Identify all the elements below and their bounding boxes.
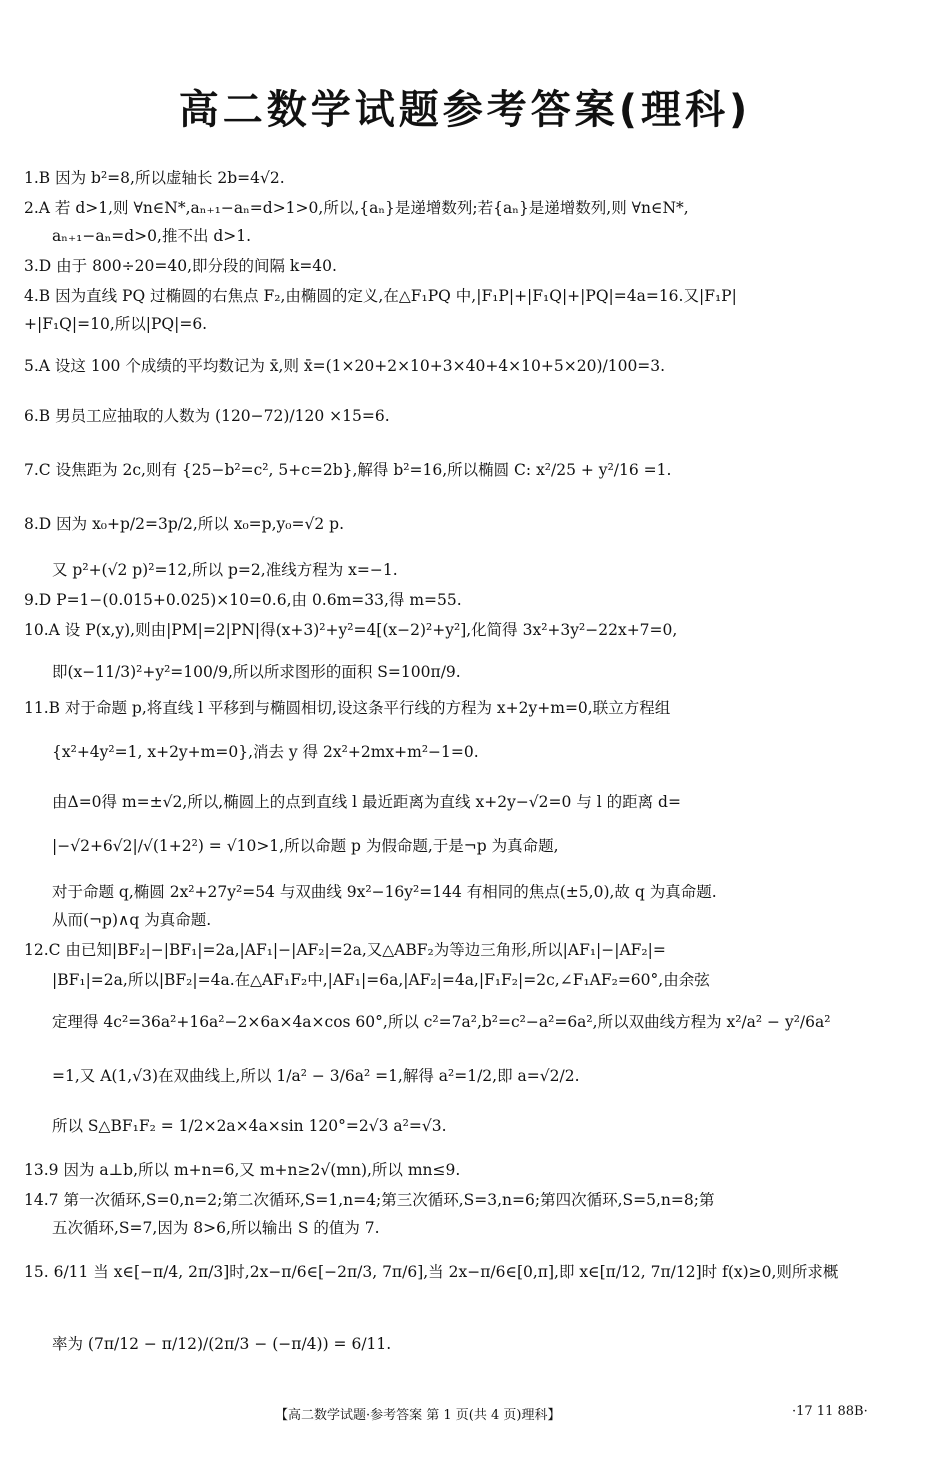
answer-line: 1.B 因为 b²=8,所以虚轴长 2b=4√2. <box>24 169 285 187</box>
answer-line: 5.A 设这 100 个成绩的平均数记为 x̄,则 x̄=(1×20+2×10+3×40+4×10+5×20)/100=3. <box>24 357 666 375</box>
answer-line: 15. 6/11 当 x∈[−π/4, 2π/3]时,2x−π/6∈[−2π/3, 7π/6],当 2x−π/6∈[0,π],即 x∈[π/12, 7π/12]时 f(x)≥0,则所求概 <box>24 1263 839 1281</box>
answer-line: 14.7 第一次循环,S=0,n=2;第二次循环,S=1,n=4;第三次循环,S=3,n=6;第四次循环,S=5,n=8;第 <box>24 1191 715 1209</box>
answer-line: 五次循环,S=7,因为 8>6,所以输出 S 的值为 7. <box>52 1219 380 1237</box>
answer-line: 由Δ=0得 m=±√2,所以,椭圆上的点到直线 l 最近距离为直线 x+2y−√2=0 与 l 的距离 d= <box>52 793 681 811</box>
answer-line: {x²+4y²=1, x+2y+m=0},消去 y 得 2x²+2mx+m²−1=0. <box>52 743 479 761</box>
answer-line: 6.B 男员工应抽取的人数为 (120−72)/120 ×15=6. <box>24 407 390 425</box>
answer-line: 定理得 4c²=36a²+16a²−2×6a×4a×cos 60°,所以 c²=7a²,b²=c²−a²=6a²,所以双曲线方程为 x²/a² − y²/6a² <box>52 1013 831 1031</box>
footer-code: ·17 11 88B· <box>792 1404 868 1419</box>
answer-line: 7.C 设焦距为 2c,则有 {25−b²=c², 5+c=2b},解得 b²=16,所以椭圆 C: x²/25 + y²/16 =1. <box>24 461 672 479</box>
answer-line: |BF₁|=2a,所以|BF₂|=4a.在△AF₁F₂中,|AF₁|=6a,|AF₂|=4a,|F₁F₂|=2c,∠F₁AF₂=60°,由余弦 <box>52 971 710 989</box>
answer-line: aₙ₊₁−aₙ=d>0,推不出 d>1. <box>52 227 252 245</box>
answer-line: 3.D 由于 800÷20=40,即分段的间隔 k=40. <box>24 257 337 275</box>
answer-line: 13.9 因为 a⊥b,所以 m+n=6,又 m+n≥2√(mn),所以 mn≤9. <box>24 1161 461 1179</box>
answer-line: 9.D P=1−(0.015+0.025)×10=0.6,由 0.6m=33,得 m=55. <box>24 591 462 609</box>
page-title: 高二数学试题参考答案(理科) <box>178 87 752 133</box>
answer-line: 8.D 因为 x₀+p/2=3p/2,所以 x₀=p,y₀=√2 p. <box>24 515 344 533</box>
answer-line: 10.A 设 P(x,y),则由|PM|=2|PN|得(x+3)²+y²=4[(x−2)²+y²],化简得 3x²+3y²−22x+7=0, <box>24 621 678 639</box>
answer-line: 所以 S△BF₁F₂ = 1/2×2a×4a×sin 120°=2√3 a²=√3. <box>52 1117 447 1135</box>
answer-line: =1,又 A(1,√3)在双曲线上,所以 1/a² − 3/6a² =1,解得 a²=1/2,即 a=√2/2. <box>52 1067 580 1085</box>
answer-line: 12.C 由已知|BF₂|−|BF₁|=2a,|AF₁|−|AF₂|=2a,又△ABF₂为等边三角形,所以|AF₁|−|AF₂|= <box>24 941 666 959</box>
answer-line: 对于命题 q,椭圆 2x²+27y²=54 与双曲线 9x²−16y²=144 有相同的焦点(±5,0),故 q 为真命题. <box>52 883 717 901</box>
answer-line: 又 p²+(√2 p)²=12,所以 p=2,准线方程为 x=−1. <box>52 561 398 579</box>
answer-line: +|F₁Q|=10,所以|PQ|=6. <box>24 315 208 333</box>
answer-line: 4.B 因为直线 PQ 过椭圆的右焦点 F₂,由椭圆的定义,在△F₁PQ 中,|F₁P|+|F₁Q|+|PQ|=4a=16.又|F₁P| <box>24 287 737 305</box>
answer-line: 即(x−11/3)²+y²=100/9,所以所求图形的面积 S=100π/9. <box>52 663 461 681</box>
answer-line: |−√2+6√2|/√(1+2²) = √10>1,所以命题 p 为假命题,于是¬p 为真命题, <box>52 837 559 855</box>
answer-line: 11.B 对于命题 p,将直线 l 平移到与椭圆相切,设这条平行线的方程为 x+2y+m=0,联立方程组 <box>24 699 671 717</box>
answer-line: 2.A 若 d>1,则 ∀n∈N*,aₙ₊₁−aₙ=d>1>0,所以,{aₙ}是递增数列;若{aₙ}是递增数列,则 ∀n∈N*, <box>24 199 689 217</box>
answer-line: 率为 (7π/12 − π/12)/(2π/3 − (−π/4)) = 6/11. <box>52 1335 392 1353</box>
footer-center: 【高二数学试题·参考答案 第 1 页(共 4 页)理科】 <box>275 1408 561 1423</box>
answer-line: 从而(¬p)∧q 为真命题. <box>52 911 212 929</box>
